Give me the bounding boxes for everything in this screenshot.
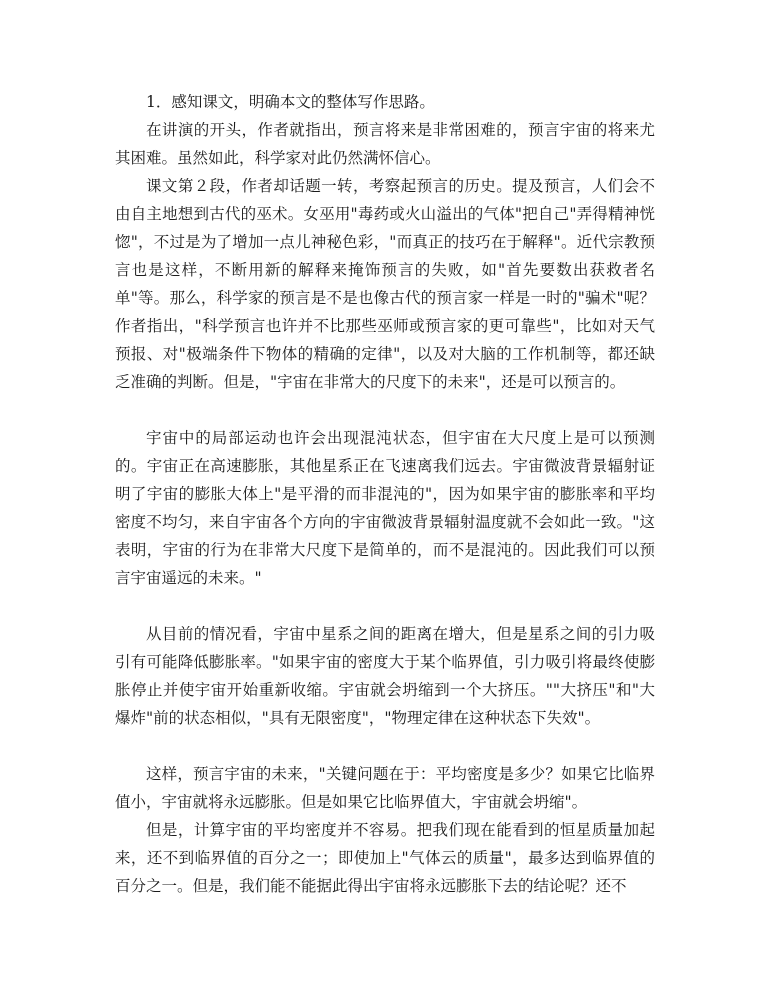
paragraph-average-density: 这样，预言宇宙的未来，"关键问题在于：平均密度是多少？如果它比临界值小，宇宙就将永远膨胀。但是如果它比临界值大，宇宙就会坍缩"。 bbox=[115, 765, 655, 811]
paragraph-critical-value: 但是，计算宇宙的平均密度并不容易。把我们现在能看到的恒星质量加起来，还不到临界值的百分之一；即使加上"气体云的质量"，最多达到临界值的百分之一。但是，我们能不能据此得出宇宙将永远膨胀下去的结论呢？还不 bbox=[115, 821, 655, 895]
paragraph-big-crunch: 从目前的情况看，宇宙中星系之间的距离在增大，但是星系之间的引力吸引有可能降低膨胀率。"如果宇宙的密度大于某个临界值，引力吸引将最终使膨胀停止并使宇宙开始重新收缩。宇宙就会坍缩到一个大挤压。""大挤压"和"大爆炸"前的状态相似，"具有无限密度"，"物理定律在这种状态下失效"。 bbox=[115, 625, 655, 727]
body-text bbox=[115, 88, 655, 900]
paragraph-gap bbox=[115, 592, 655, 620]
paragraph-gap bbox=[115, 732, 655, 760]
paragraph-gap bbox=[115, 396, 655, 424]
paragraph-opening: 在讲演的开头，作者就指出，预言将来是非常困难的，预言宇宙的将来尤其困难。虽然如此，科学家对此仍然满怀信心。 bbox=[115, 121, 655, 167]
paragraph-prophecy-history: 课文第２段，作者却话题一转，考察起预言的历史。提及预言，人们会不由自主地想到古代的巫术。女巫用"毒药或火山溢出的气体"把自己"弄得精神恍惚"，不过是为了增加一点儿神秘色彩，"而真正的技巧在于解释"。近代宗教预言也是这样，不断用新的解释来掩饰预言的失败，如"首先要数出获救者名单"等。那么，科学家的预言是不是也像古代的预言家一样是一时的"骗术"呢？作者指出，"科学预言也许并不比那些巫师或预言家的更可靠些"，比如对天气预报、对"极端条件下物体的精确的定律"，以及对大脑的工作机制等，都还缺乏准确的判断。但是，"宇宙在非常大的尺度下的未来"，还是可以预言的。 bbox=[115, 177, 655, 391]
paragraph-universe-predictable: 宇宙中的局部运动也许会出现混沌状态，但宇宙在大尺度上是可以预测的。宇宙正在高速膨胀，其他星系正在飞速离我们远去。宇宙微波背景辐射证明了宇宙的膨胀大体上"是平滑的而非混沌的"，因为如果宇宙的膨胀率和平均密度不均匀，来自宇宙各个方向的宇宙微波背景辐射温度就不会如此一致。"这表明，宇宙的行为在非常大尺度下是简单的，而不是混沌的。因此我们可以预言宇宙遥远的未来。" bbox=[115, 429, 655, 587]
paragraph-task-heading: 1．感知课文，明确本文的整体写作思路。 bbox=[146, 93, 435, 111]
